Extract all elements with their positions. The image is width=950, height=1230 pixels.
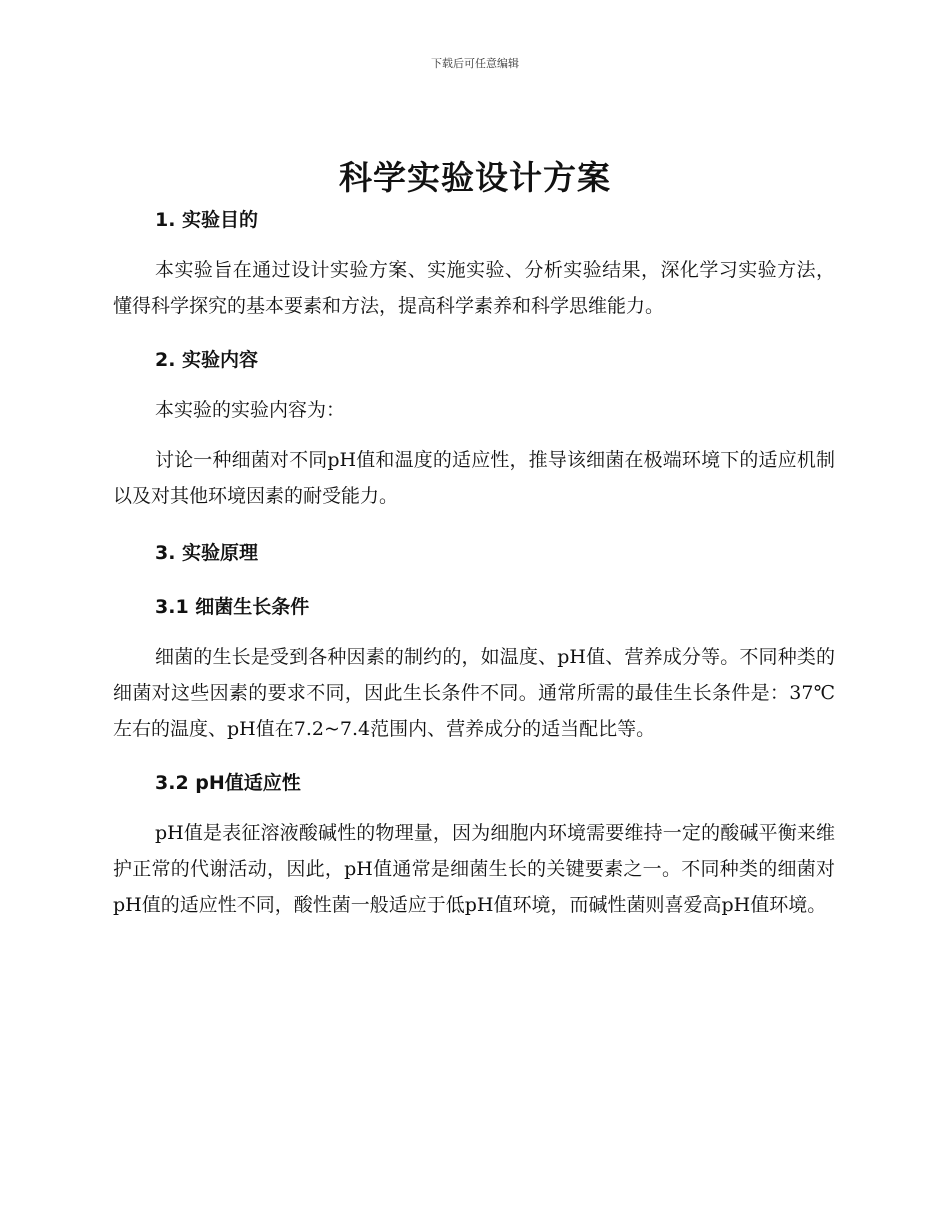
section-heading-purpose: 1. 实验目的 — [155, 209, 259, 231]
document-body — [113, 198, 835, 923]
subsection-heading-ph: 3.2 pH值适应性 — [155, 772, 301, 794]
paragraph-content-intro: 本实验的实验内容为： — [155, 399, 346, 421]
subsection-heading-growth: 3.1 细菌生长条件 — [155, 596, 310, 618]
paragraph-content-detail: 讨论一种细菌对不同pH值和温度的适应性，推导该细菌在极端环境下的适应机制以及对其他环境因素的耐受能力。 — [113, 449, 835, 507]
paragraph-purpose: 本实验旨在通过设计实验方案、实施实验、分析实验结果，深化学习实验方法，懂得科学探究的基本要素和方法，提高科学素养和科学思维能力。 — [113, 259, 835, 317]
document-title: 科学实验设计方案 — [339, 158, 611, 197]
section-heading-content: 2. 实验内容 — [155, 349, 259, 371]
paragraph-growth-conditions: 细菌的生长是受到各种因素的制约的，如温度、pH值、营养成分等。不同种类的细菌对这些因素的要求不同，因此生长条件不同。通常所需的最佳生长条件是：37℃左右的温度、pH值在7.2~7.4范围内、营养成分的适当配比等。 — [113, 646, 835, 740]
section-heading-principle: 3. 实验原理 — [155, 542, 259, 564]
paragraph-ph-adaptability: pH值是表征溶液酸碱性的物理量，因为细胞内环境需要维持一定的酸碱平衡来维护正常的代谢活动，因此，pH值通常是细菌生长的关键要素之一。不同种类的细菌对pH值的适应性不同，酸性菌一般适应于低pH值环境，而碱性菌则喜爱高pH值环境。 — [113, 822, 835, 916]
header-note: 下载后可任意编辑 — [431, 57, 519, 70]
